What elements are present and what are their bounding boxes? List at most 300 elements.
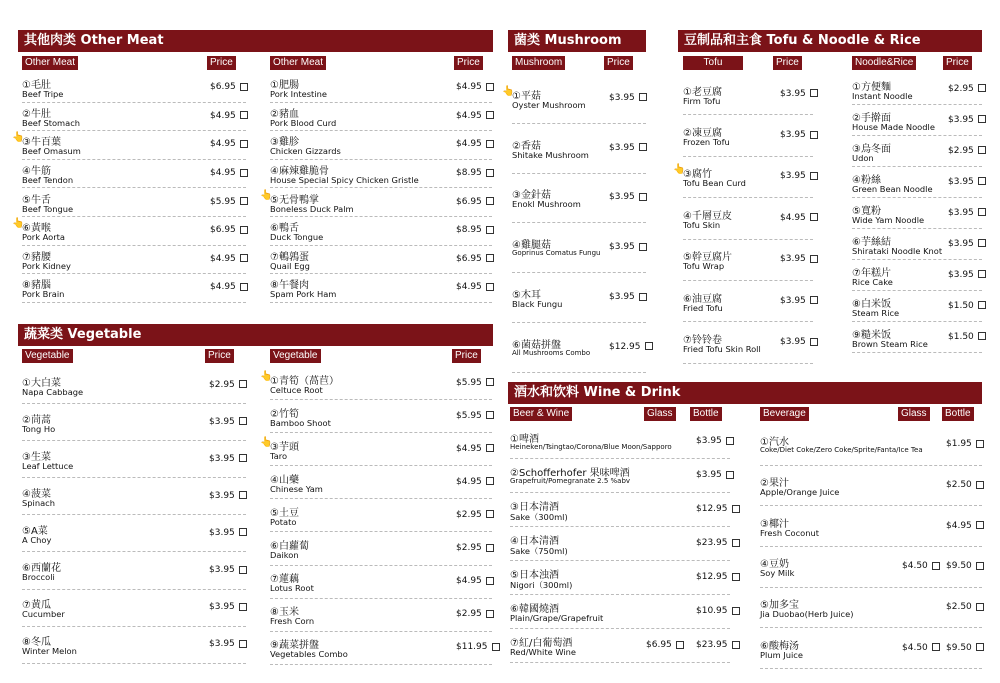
item-name-cn: ⑨蔬菜拼盤 bbox=[270, 640, 319, 652]
glass-price bbox=[902, 643, 940, 653]
order-checkbox[interactable] bbox=[732, 505, 740, 513]
item-price bbox=[456, 411, 494, 421]
item-price bbox=[209, 380, 247, 390]
order-checkbox[interactable] bbox=[978, 115, 986, 123]
order-checkbox[interactable] bbox=[240, 226, 248, 234]
order-checkbox[interactable] bbox=[732, 539, 740, 547]
item-name-cn: ⑦豬腰 bbox=[22, 251, 51, 263]
item-price-value: $3.95 bbox=[209, 639, 235, 650]
item-name-cn: ⑥白蘿蔔 bbox=[270, 541, 309, 553]
menu-list bbox=[260, 367, 492, 665]
item-price-value: $3.95 bbox=[209, 527, 235, 538]
order-checkbox[interactable] bbox=[732, 573, 740, 581]
item-price-value: $3.95 bbox=[209, 416, 235, 427]
item-name-cn: ①老豆腐 bbox=[683, 86, 722, 98]
item-price-value: $3.95 bbox=[609, 192, 635, 203]
order-checkbox[interactable] bbox=[978, 301, 986, 309]
item-name-cn: ⑥鴨舌 bbox=[270, 223, 299, 235]
item-name-cn: ③腐竹 bbox=[683, 169, 712, 181]
item-name-cn: ⑦年糕片 bbox=[852, 267, 891, 279]
item-price-value: $10.95 bbox=[696, 606, 728, 616]
item-name-en: A Choy bbox=[22, 534, 52, 545]
item-name-en: Boneless Duck Palm bbox=[270, 203, 354, 214]
item-name-en: Firm Tofu bbox=[683, 95, 721, 106]
item-price-value: $5.95 bbox=[456, 377, 482, 388]
item-price bbox=[696, 572, 740, 582]
item-price bbox=[946, 521, 984, 531]
menu-row bbox=[683, 240, 813, 281]
item-name-cn: ②手擀面 bbox=[852, 112, 891, 124]
item-name-cn: ④豆奶 bbox=[760, 559, 789, 571]
order-checkbox[interactable] bbox=[239, 566, 247, 574]
item-name-en: Grapefruit/Pomegranate 2.5 %abv bbox=[510, 477, 631, 485]
order-checkbox[interactable] bbox=[239, 528, 247, 536]
item-price-value: $1.50 bbox=[948, 331, 974, 342]
item-name-cn: ⑦铃铃卷 bbox=[683, 335, 722, 347]
item-price bbox=[209, 528, 247, 538]
item-price bbox=[456, 510, 494, 520]
item-price-value: $2.95 bbox=[456, 609, 482, 620]
order-checkbox[interactable] bbox=[486, 83, 494, 91]
item-price bbox=[456, 168, 494, 178]
item-name-en: Fresh Coconut bbox=[760, 527, 819, 538]
menu-row bbox=[852, 74, 982, 105]
item-name-cn: ③牛百葉 bbox=[22, 137, 61, 149]
item-price-value: $8.95 bbox=[456, 168, 482, 179]
item-name-en: Sake（300ml) bbox=[510, 512, 568, 522]
order-checkbox[interactable] bbox=[240, 283, 248, 291]
item-price bbox=[456, 82, 494, 92]
order-checkbox[interactable] bbox=[976, 440, 984, 448]
item-name-en: Sake（750ml) bbox=[510, 546, 568, 556]
item-name-cn: ⑤土豆 bbox=[270, 507, 299, 519]
menu-column-meat-left bbox=[12, 56, 246, 303]
item-name-en: Red/White Wine bbox=[510, 647, 577, 657]
order-checkbox[interactable] bbox=[486, 197, 494, 205]
order-checkbox[interactable] bbox=[639, 93, 647, 101]
menu-row bbox=[270, 466, 492, 499]
recommended-hand-icon: 👆 bbox=[260, 370, 273, 382]
order-checkbox[interactable] bbox=[978, 146, 986, 154]
item-price bbox=[209, 417, 247, 427]
item-price bbox=[780, 130, 818, 140]
item-name-en: Taro bbox=[270, 450, 288, 461]
order-checkbox[interactable] bbox=[810, 255, 818, 263]
item-price bbox=[946, 561, 984, 571]
item-price bbox=[948, 177, 986, 187]
item-name-en: Broccoli bbox=[22, 572, 55, 583]
price-header: Price bbox=[454, 56, 483, 70]
item-name-cn: ⑧玉米 bbox=[270, 607, 299, 619]
item-price bbox=[696, 436, 734, 446]
order-checkbox[interactable] bbox=[639, 143, 647, 151]
item-price-value: $2.95 bbox=[948, 145, 974, 156]
item-price-value: $4.95 bbox=[210, 139, 236, 150]
item-name-cn: ⑤A菜 bbox=[22, 525, 48, 537]
order-checkbox[interactable] bbox=[732, 607, 740, 615]
recommended-hand-icon: 👆 bbox=[673, 164, 686, 176]
menu-row bbox=[760, 547, 982, 588]
glass-price bbox=[902, 561, 940, 571]
order-checkbox[interactable] bbox=[240, 169, 248, 177]
item-price bbox=[948, 208, 986, 218]
order-checkbox[interactable] bbox=[486, 254, 494, 262]
menu-list bbox=[510, 425, 730, 663]
item-price bbox=[946, 439, 984, 449]
item-name-en: Bamboo Shoot bbox=[270, 417, 331, 428]
item-price-value: $3.95 bbox=[948, 269, 974, 280]
item-price bbox=[948, 332, 986, 342]
item-name-cn: ④千層豆皮 bbox=[683, 210, 732, 222]
order-checkbox[interactable] bbox=[976, 643, 984, 651]
item-price-value: $11.95 bbox=[456, 642, 488, 653]
order-checkbox[interactable] bbox=[486, 283, 494, 291]
item-name-cn: ⑦紅/白葡萄酒 bbox=[510, 638, 573, 649]
item-name-en: Pork Kidney bbox=[22, 260, 71, 271]
item-price-value: $1.95 bbox=[946, 439, 972, 450]
item-price-value: $3.95 bbox=[609, 292, 635, 303]
section-banner-wine-drink: 酒水和饮料 Wine & Drink bbox=[508, 382, 982, 404]
item-name-cn: ⑦黄瓜 bbox=[22, 600, 51, 612]
column-tag-vegetable: Vegetable bbox=[270, 349, 321, 363]
menu-row bbox=[12, 217, 246, 246]
item-price bbox=[948, 301, 986, 311]
glass-price bbox=[646, 640, 684, 650]
item-price bbox=[948, 146, 986, 156]
item-name-en: Green Bean Noodle bbox=[852, 183, 933, 194]
order-checkbox[interactable] bbox=[810, 172, 818, 180]
price-header: Price bbox=[604, 56, 633, 70]
item-name-en: Quail Egg bbox=[270, 260, 310, 271]
section-banner-tofu-noodle-rice: 豆制品和主食 Tofu & Noodle & Rice bbox=[678, 30, 982, 52]
item-name-en: Wide Yam Noodle bbox=[852, 214, 925, 225]
item-price bbox=[946, 643, 984, 653]
item-name-cn: ⑤木耳 bbox=[512, 290, 541, 302]
menu-row bbox=[270, 160, 492, 189]
menu-list bbox=[502, 74, 646, 373]
item-name-en: Frozen Tofu bbox=[683, 137, 730, 148]
item-name-en: Udon bbox=[852, 152, 874, 163]
order-checkbox[interactable] bbox=[492, 643, 500, 651]
menu-row bbox=[22, 590, 246, 627]
section-banner-other-meat: 其他肉类 Other Meat bbox=[18, 30, 493, 52]
glass-price-value: $6.95 bbox=[646, 640, 672, 650]
order-checkbox[interactable] bbox=[810, 213, 818, 221]
order-checkbox[interactable] bbox=[978, 84, 986, 92]
order-checkbox[interactable] bbox=[486, 477, 494, 485]
item-name-en: Winter Melon bbox=[22, 646, 77, 657]
item-price-value: $4.95 bbox=[456, 476, 482, 487]
menu-row bbox=[510, 459, 730, 493]
order-checkbox[interactable] bbox=[240, 197, 248, 205]
item-price bbox=[209, 454, 247, 464]
item-name-cn: ①方便麵 bbox=[852, 81, 891, 93]
price-header: Price bbox=[773, 56, 802, 70]
glass-price-value: $4.50 bbox=[902, 561, 928, 572]
item-price bbox=[946, 602, 984, 612]
menu-list bbox=[673, 74, 813, 364]
item-price-value: $9.50 bbox=[946, 561, 972, 572]
order-checkbox[interactable] bbox=[486, 411, 494, 419]
item-name-cn: ⑤幹豆腐片 bbox=[683, 252, 732, 264]
order-checkbox[interactable] bbox=[486, 444, 494, 452]
item-name-cn: ④山藥 bbox=[270, 474, 299, 486]
item-price-value: $4.95 bbox=[210, 253, 236, 264]
item-price-value: $3.95 bbox=[780, 130, 806, 141]
item-price-value: $6.95 bbox=[210, 225, 236, 236]
order-checkbox[interactable] bbox=[486, 378, 494, 386]
item-name-en: Lotus Root bbox=[270, 583, 314, 594]
item-name-cn: ⑦蓮藕 bbox=[270, 574, 299, 586]
menu-row bbox=[512, 273, 646, 323]
item-name-en: Brown Steam Rice bbox=[852, 338, 928, 349]
item-name-en: All Mushrooms Combo bbox=[512, 348, 591, 357]
item-price-value: $4.95 bbox=[456, 82, 482, 93]
order-checkbox[interactable] bbox=[486, 610, 494, 618]
order-checkbox[interactable] bbox=[932, 643, 940, 651]
glass-header: Glass bbox=[898, 407, 930, 421]
menu-column-noodle-rice bbox=[852, 56, 982, 353]
item-name-cn: ③雞胗 bbox=[270, 137, 299, 149]
item-name-cn: ②豬血 bbox=[270, 108, 299, 120]
item-price bbox=[209, 639, 247, 649]
item-price-value: $6.95 bbox=[210, 82, 236, 93]
item-price-value: $23.95 bbox=[696, 640, 728, 650]
item-name-en: Tofu Wrap bbox=[683, 261, 725, 272]
item-price-value: $8.95 bbox=[456, 225, 482, 236]
item-price bbox=[780, 171, 818, 181]
order-checkbox[interactable] bbox=[978, 239, 986, 247]
order-checkbox[interactable] bbox=[932, 562, 940, 570]
item-name-en: Tofu Skin bbox=[683, 219, 721, 230]
menu-list bbox=[260, 74, 492, 303]
item-price-value: $2.95 bbox=[948, 83, 974, 94]
item-name-en: Black Fungu bbox=[512, 299, 563, 310]
item-name-cn: ③日本清酒 bbox=[510, 502, 559, 513]
recommended-hand-icon: 👆 bbox=[260, 189, 273, 201]
item-price bbox=[456, 444, 494, 454]
order-checkbox[interactable] bbox=[732, 641, 740, 649]
item-price-value: $4.95 bbox=[210, 110, 236, 121]
item-name-cn: ①青筍（萵苣） bbox=[270, 375, 339, 387]
order-checkbox[interactable] bbox=[239, 417, 247, 425]
order-checkbox[interactable] bbox=[726, 437, 734, 445]
item-name-en: Vegetables Combo bbox=[270, 649, 348, 660]
menu-list bbox=[22, 367, 246, 664]
menu-row bbox=[270, 599, 492, 632]
order-checkbox[interactable] bbox=[486, 169, 494, 177]
column-tag-beer-wine: Beer & Wine bbox=[510, 407, 572, 421]
menu-row bbox=[683, 322, 813, 363]
glass-price-value: $4.50 bbox=[902, 642, 928, 653]
order-checkbox[interactable] bbox=[239, 603, 247, 611]
item-name-en: Cucumber bbox=[22, 609, 65, 620]
item-name-en: Fresh Corn bbox=[270, 616, 315, 627]
item-name-en: Enokl Mushroom bbox=[512, 199, 581, 210]
order-checkbox[interactable] bbox=[676, 641, 684, 649]
menu-row bbox=[22, 627, 246, 664]
item-name-cn: ③芋頭 bbox=[270, 441, 299, 453]
item-name-en: Soy Milk bbox=[760, 568, 795, 579]
order-checkbox[interactable] bbox=[810, 89, 818, 97]
order-checkbox[interactable] bbox=[486, 111, 494, 119]
item-name-cn: ⑥芋絲結 bbox=[852, 236, 891, 248]
order-checkbox[interactable] bbox=[978, 332, 986, 340]
bottle-header: Bottle bbox=[942, 407, 974, 421]
menu-column-tofu bbox=[673, 56, 813, 364]
menu-row bbox=[852, 167, 982, 198]
item-price bbox=[609, 192, 647, 202]
item-name-en: Goprinus Comatus Fungu bbox=[512, 249, 601, 258]
menu-row bbox=[510, 629, 730, 663]
menu-row bbox=[683, 198, 813, 239]
item-price-value: $9.50 bbox=[946, 642, 972, 653]
item-name-cn: ⑥西蘭花 bbox=[22, 563, 61, 575]
item-price bbox=[210, 168, 248, 178]
item-price bbox=[609, 292, 647, 302]
order-checkbox[interactable] bbox=[486, 510, 494, 518]
order-checkbox[interactable] bbox=[976, 481, 984, 489]
order-checkbox[interactable] bbox=[240, 111, 248, 119]
order-checkbox[interactable] bbox=[810, 338, 818, 346]
order-checkbox[interactable] bbox=[486, 140, 494, 148]
order-checkbox[interactable] bbox=[976, 603, 984, 611]
menu-column-meat-right bbox=[260, 56, 492, 303]
menu-column-veg-right bbox=[260, 349, 492, 665]
menu-row bbox=[270, 499, 492, 532]
order-checkbox[interactable] bbox=[978, 208, 986, 216]
order-checkbox[interactable] bbox=[978, 177, 986, 185]
menu-row bbox=[512, 223, 646, 273]
order-checkbox[interactable] bbox=[240, 140, 248, 148]
item-price bbox=[696, 538, 740, 548]
order-checkbox[interactable] bbox=[486, 226, 494, 234]
menu-row bbox=[22, 188, 246, 217]
item-price bbox=[210, 282, 248, 292]
item-price bbox=[456, 111, 494, 121]
order-checkbox[interactable] bbox=[639, 193, 647, 201]
item-price-value: $3.95 bbox=[609, 242, 635, 253]
item-name-en: Beef Tongue bbox=[22, 203, 74, 214]
item-name-cn: ①毛肚 bbox=[22, 80, 51, 92]
recommended-hand-icon: 👆 bbox=[12, 218, 25, 230]
item-price bbox=[609, 93, 647, 103]
item-price bbox=[948, 115, 986, 125]
item-price-value: $2.50 bbox=[946, 602, 972, 613]
item-price bbox=[210, 225, 248, 235]
recommended-hand-icon: 👆 bbox=[12, 132, 25, 144]
item-price bbox=[696, 470, 734, 480]
item-name-cn: ⑧午餐肉 bbox=[270, 280, 309, 292]
order-checkbox[interactable] bbox=[239, 454, 247, 462]
menu-row bbox=[22, 515, 246, 552]
item-price bbox=[456, 543, 494, 553]
item-name-en: Pork Aorta bbox=[22, 232, 65, 243]
order-checkbox[interactable] bbox=[976, 521, 984, 529]
item-price-value: $3.95 bbox=[209, 490, 235, 501]
item-price bbox=[456, 225, 494, 235]
menu-row bbox=[512, 124, 646, 174]
item-name-en: Fried Tofu bbox=[683, 302, 723, 313]
menu-row bbox=[760, 628, 982, 669]
item-price-value: $4.95 bbox=[456, 443, 482, 454]
item-price-value: $3.95 bbox=[780, 88, 806, 99]
item-price-value: $4.95 bbox=[456, 282, 482, 293]
price-header: Price bbox=[207, 56, 236, 70]
item-price bbox=[696, 640, 740, 650]
menu-row bbox=[502, 74, 646, 124]
item-price-value: $5.95 bbox=[456, 410, 482, 421]
item-name-cn: ④菠菜 bbox=[22, 488, 51, 500]
item-name-en: Pork Brain bbox=[22, 289, 65, 300]
menu-row bbox=[22, 478, 246, 515]
item-price bbox=[696, 504, 740, 514]
item-price-value: $12.95 bbox=[609, 341, 641, 352]
item-name-cn: ⑥黃喉 bbox=[22, 223, 51, 235]
order-checkbox[interactable] bbox=[639, 243, 647, 251]
item-name-en: Beef Tripe bbox=[22, 89, 64, 100]
item-name-en: Heineken/Tsingtao/Corona/Blue Moon/Sapporo bbox=[510, 443, 672, 451]
order-checkbox[interactable] bbox=[810, 131, 818, 139]
item-price bbox=[948, 84, 986, 94]
item-price bbox=[948, 270, 986, 280]
item-name-en: Duck Tongue bbox=[270, 232, 324, 243]
item-price-value: $3.95 bbox=[780, 171, 806, 182]
order-checkbox[interactable] bbox=[239, 491, 247, 499]
menu-row bbox=[760, 425, 982, 466]
order-checkbox[interactable] bbox=[486, 544, 494, 552]
item-name-cn: ②香菇 bbox=[512, 140, 541, 152]
order-checkbox[interactable] bbox=[810, 296, 818, 304]
item-price-value: $4.95 bbox=[456, 110, 482, 121]
item-price bbox=[456, 139, 494, 149]
item-name-cn: ⑦鵪鶉蛋 bbox=[270, 251, 309, 263]
order-checkbox[interactable] bbox=[239, 640, 247, 648]
item-name-en: Instant Noodle bbox=[852, 90, 913, 101]
item-name-en: Tofu Bean Curd bbox=[683, 178, 746, 189]
price-header: Price bbox=[205, 349, 234, 363]
menu-row bbox=[270, 566, 492, 599]
order-checkbox[interactable] bbox=[726, 471, 734, 479]
order-checkbox[interactable] bbox=[239, 380, 247, 388]
item-name-cn: ②果汁 bbox=[760, 478, 789, 490]
order-checkbox[interactable] bbox=[978, 270, 986, 278]
item-price-value: $4.95 bbox=[210, 168, 236, 179]
order-checkbox[interactable] bbox=[976, 562, 984, 570]
menu-row bbox=[760, 466, 982, 507]
menu-row bbox=[260, 188, 492, 217]
menu-row bbox=[852, 105, 982, 136]
column-tag-vegetable: Vegetable bbox=[22, 349, 73, 363]
item-price-value: $3.95 bbox=[696, 470, 722, 480]
item-price bbox=[209, 491, 247, 501]
item-name-cn: ①啤酒 bbox=[510, 434, 539, 445]
column-tag-tofu: Tofu bbox=[683, 56, 743, 70]
menu-row bbox=[852, 198, 982, 229]
item-price-value: $3.95 bbox=[209, 453, 235, 464]
order-checkbox[interactable] bbox=[639, 293, 647, 301]
order-checkbox[interactable] bbox=[486, 577, 494, 585]
order-checkbox[interactable] bbox=[240, 254, 248, 262]
price-header: Price bbox=[452, 349, 481, 363]
menu-column-beverage bbox=[760, 407, 982, 669]
item-name-en: Chinese Yam bbox=[270, 483, 323, 494]
menu-row bbox=[270, 246, 492, 275]
order-checkbox[interactable] bbox=[240, 83, 248, 91]
order-checkbox[interactable] bbox=[645, 342, 653, 350]
item-price-value: $3.95 bbox=[780, 295, 806, 306]
menu-row bbox=[512, 323, 646, 373]
